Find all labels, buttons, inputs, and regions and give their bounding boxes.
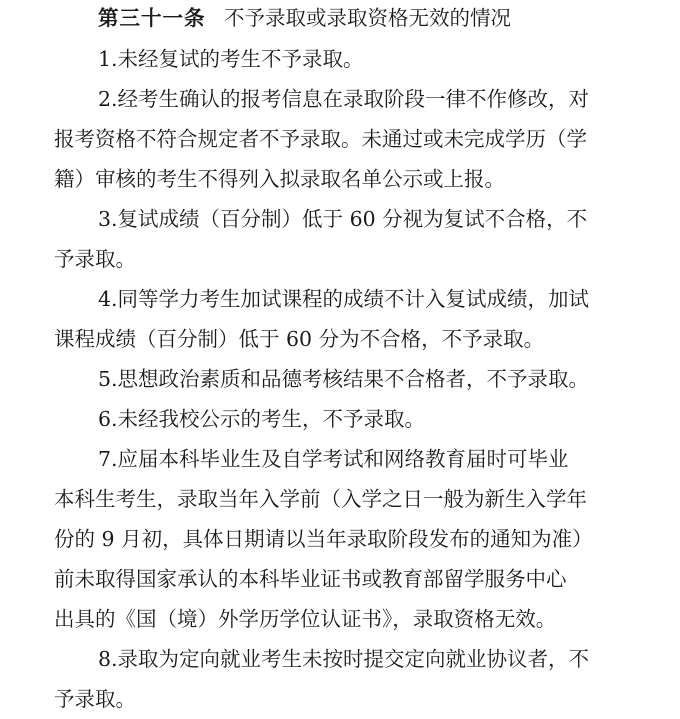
line-text: 5.思想政治素质和品德考核结果不合格者，不予录取。 — [98, 367, 590, 391]
paragraph-line — [0, 479, 680, 519]
paragraph-line — [0, 599, 680, 639]
paragraph-line — [0, 439, 680, 479]
line-text: 6.未经我校公示的考生，不予录取。 — [98, 407, 426, 431]
line-text: 予录取。 — [54, 247, 136, 271]
line-text: 3.复试成绩（百分制）低于 60 分视为复试不合格，不 — [98, 207, 588, 231]
line-text: 籍）审核的考生不得列入拟录取名单公示或上报。 — [54, 167, 505, 191]
line-text: 2.经考生确认的报考信息在录取阶段一律不作修改，对 — [98, 87, 590, 111]
paragraph-line — [0, 199, 680, 239]
paragraph-line — [0, 39, 680, 79]
paragraph-line — [0, 679, 680, 719]
paragraph-line — [0, 559, 680, 599]
article-title: 不予录取或录取资格无效的情况 — [224, 6, 511, 30]
line-text: 8.录取为定向就业考生未按时提交定向就业协议者，不 — [98, 647, 590, 671]
line-text: 课程成绩（百分制）低于 60 分为不合格，不予录取。 — [54, 327, 545, 351]
paragraph-line — [0, 639, 680, 679]
line-text: 前未取得国家承认的本科毕业证书或教育部留学服务中心 — [54, 567, 567, 591]
line-text: 出具的《国（境）外学历学位认证书》，录取资格无效。 — [54, 607, 557, 631]
paragraph-line — [0, 79, 680, 119]
paragraph-line — [0, 239, 680, 279]
paragraph-line — [0, 399, 680, 439]
line-text: 4.同等学力考生加试课程的成绩不计入复试成绩，加试 — [98, 287, 590, 311]
line-text: 份的 9 月初，具体日期请以当年录取阶段发布的通知为准） — [54, 527, 593, 551]
line-text: 报考资格不符合规定者不予录取。未通过或未完成学历（学 — [54, 127, 587, 151]
paragraph-line — [0, 519, 680, 559]
article-number: 第三十一条 — [98, 6, 206, 30]
paragraph-line — [0, 319, 680, 359]
article-heading — [0, 0, 680, 38]
line-text: 7.应届本科毕业生及自学考试和网络教育届时可毕业 — [98, 447, 569, 471]
paragraph-line — [0, 279, 680, 319]
line-text: 1.未经复试的考生不予录取。 — [98, 47, 364, 71]
paragraph-line — [0, 359, 680, 399]
paragraph-line — [0, 159, 680, 199]
line-text: 予录取。 — [54, 687, 136, 711]
line-text: 本科生考生，录取当年入学前（入学之日一般为新生入学年 — [54, 487, 587, 511]
paragraph-line — [0, 119, 680, 159]
